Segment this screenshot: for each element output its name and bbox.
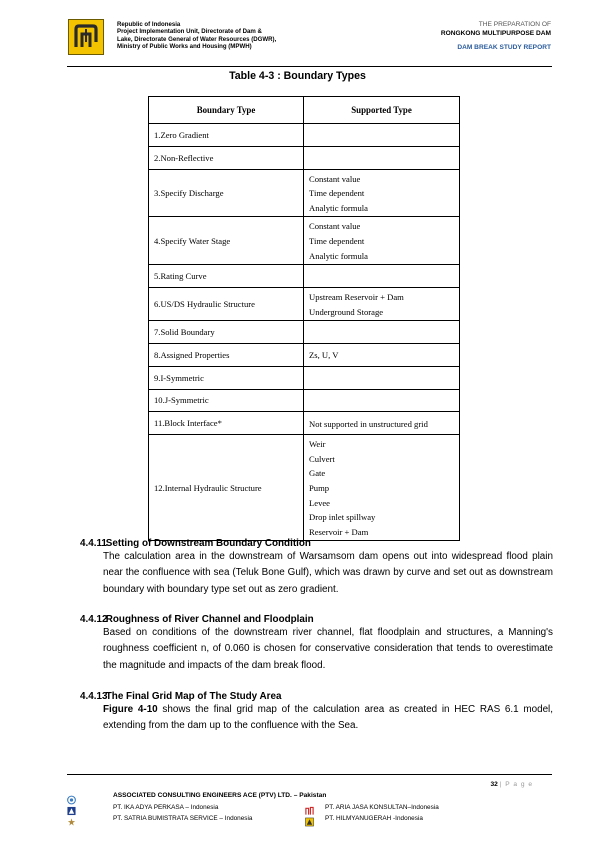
supported-item: Gate	[309, 468, 326, 479]
satria-logo-icon	[67, 814, 76, 832]
table-row	[149, 321, 460, 344]
supported-item: Levee	[309, 497, 330, 508]
boundary-type-cell: 12.Internal Hydraulic Structure	[149, 435, 304, 541]
table-row	[149, 265, 460, 288]
section-heading	[80, 614, 553, 625]
table-row	[149, 435, 460, 541]
column-header: Boundary Type	[149, 97, 304, 124]
footer-partner: PT. IKA ADYA PERKASA – Indonesia	[113, 804, 219, 811]
section-4-4-11	[80, 538, 553, 598]
header-project-name: RONGKONG MULTIPURPOSE DAM	[440, 29, 551, 37]
supported-type-cell	[304, 124, 460, 147]
boundary-type-cell: 1.Zero Gradient	[149, 124, 304, 147]
table-row	[149, 412, 460, 435]
supported-type-cell: Not supported in unstructured grid	[304, 412, 460, 435]
section-number: 4.4.11	[80, 538, 107, 549]
supported-type-cell	[304, 321, 460, 344]
section-body: The calculation area in the downstream of Warsamsom dam opens out into widespread flood plain near the confluence with sea (Teluk Bone Gulf), which was drawn by curve and set out as downstream boundary with boundary type set out as zero gradient.	[103, 551, 553, 595]
table-row	[149, 366, 460, 389]
supported-type-cell	[304, 146, 460, 169]
boundary-type-cell: 10.J-Symmetric	[149, 389, 304, 412]
hilmy-logo-icon	[305, 814, 314, 832]
table-row	[149, 389, 460, 412]
page-label: | P a g e	[499, 781, 533, 788]
boundary-type-cell: 11.Block Interface*	[149, 412, 304, 435]
section-body-text: shows the final grid map of the calculation area as created in HEC RAS 6.1 model, extending from the dam up to the confluence with the Sea.	[103, 704, 553, 732]
section-number: 4.4.13	[80, 691, 108, 702]
org-line: Lake, Directorate General of Water Resources (DGWR),	[117, 35, 277, 43]
table-row	[149, 124, 460, 147]
supported-item: Pump	[309, 482, 330, 493]
supported-item: Culvert	[309, 453, 335, 464]
table-row	[149, 217, 460, 265]
header-project	[441, 21, 551, 52]
supported-type-cell: Zs, U, V	[304, 343, 460, 366]
supported-item: Weir	[309, 439, 326, 450]
header-subtitle: THE PREPARATION OF	[478, 21, 551, 28]
supported-item: Time dependent	[309, 235, 365, 246]
supported-type-cell	[304, 389, 460, 412]
header-report-name: DAM BREAK STUDY REPORT	[457, 43, 551, 51]
footer-partner: PT. ARIA JASA KONSULTAN–Indonesia	[325, 804, 439, 811]
table-row	[149, 169, 460, 217]
supported-item: Underground Storage	[309, 306, 384, 317]
table-header-row	[149, 97, 460, 124]
section-4-4-12	[80, 614, 553, 674]
page-number	[490, 781, 533, 788]
footer-divider	[67, 774, 552, 775]
supported-type-cell	[304, 366, 460, 389]
page-number-value: 32	[490, 781, 498, 788]
section-4-4-13	[80, 691, 553, 735]
header-divider	[67, 66, 552, 67]
supported-item: Time dependent	[309, 188, 365, 199]
column-header: Supported Type	[304, 97, 460, 124]
boundary-type-cell: 4.Specify Water Stage	[149, 217, 304, 265]
table-row	[149, 287, 460, 320]
boundary-type-cell: 6.US/DS Hydraulic Structure	[149, 287, 304, 320]
figure-reference: Figure 4-10	[103, 704, 158, 715]
supported-item: Analytic formula	[309, 250, 368, 261]
footer-partner: PT. SATRIA BUMISTRATA SERVICE – Indonesia	[113, 815, 253, 822]
ministry-logo	[68, 19, 104, 55]
boundary-type-cell: 8.Assigned Properties	[149, 343, 304, 366]
section-heading	[80, 538, 553, 549]
org-line: Ministry of Public Works and Housing (MPWH)	[117, 43, 252, 51]
header-organization	[117, 21, 307, 51]
section-body	[103, 702, 553, 735]
boundary-types-table	[148, 96, 460, 541]
supported-type-cell	[304, 265, 460, 288]
supported-item: Upstream Reservoir + Dam	[309, 291, 404, 302]
footer-lead-consultant: ASSOCIATED CONSULTING ENGINEERS ACE (PTV) LTD. – Pakistan	[113, 792, 327, 799]
boundary-type-cell: 9.I-Symmetric	[149, 366, 304, 389]
supported-item: Constant value	[309, 221, 361, 232]
supported-type-cell	[304, 217, 460, 265]
ministry-emblem-icon	[69, 20, 103, 54]
section-body: Based on conditions of the downstream river channel, flat floodplain and structures, a Manning's roughness coefficient n, of 0.060 is chosen for conservative consideration that tends to overestimate the magnitude and impacts of the dam break flood.	[103, 627, 553, 671]
org-line: Project Implementation Unit, Directorate of Dam &	[117, 28, 262, 36]
table-row	[149, 146, 460, 169]
section-title: Setting of Downstream Boundary Condition	[105, 538, 311, 549]
section-number: 4.4.12	[80, 614, 108, 625]
supported-item: Drop inlet spillway	[309, 512, 376, 523]
boundary-type-cell: 7.Solid Boundary	[149, 321, 304, 344]
table-row	[149, 343, 460, 366]
supported-item: Analytic formula	[309, 202, 368, 213]
section-title: Roughness of River Channel and Floodplain	[105, 614, 314, 625]
supported-type-cell	[304, 169, 460, 217]
boundary-type-cell: 5.Rating Curve	[149, 265, 304, 288]
section-title: The Final Grid Map of The Study Area	[105, 691, 282, 702]
supported-type-cell	[304, 287, 460, 320]
supported-item: Constant value	[309, 173, 361, 184]
supported-item: Reservoir + Dam	[309, 526, 369, 537]
table-title: Table 4-3 : Boundary Types	[229, 70, 366, 82]
boundary-type-cell: 3.Specify Discharge	[149, 169, 304, 217]
boundary-type-cell: 2.Non-Reflective	[149, 146, 304, 169]
footer-partner: PT. HILMYANUGERAH -Indonesia	[325, 815, 423, 822]
supported-type-cell	[304, 435, 460, 541]
section-heading	[80, 691, 553, 702]
org-line: Republic of Indonesia	[117, 21, 181, 28]
